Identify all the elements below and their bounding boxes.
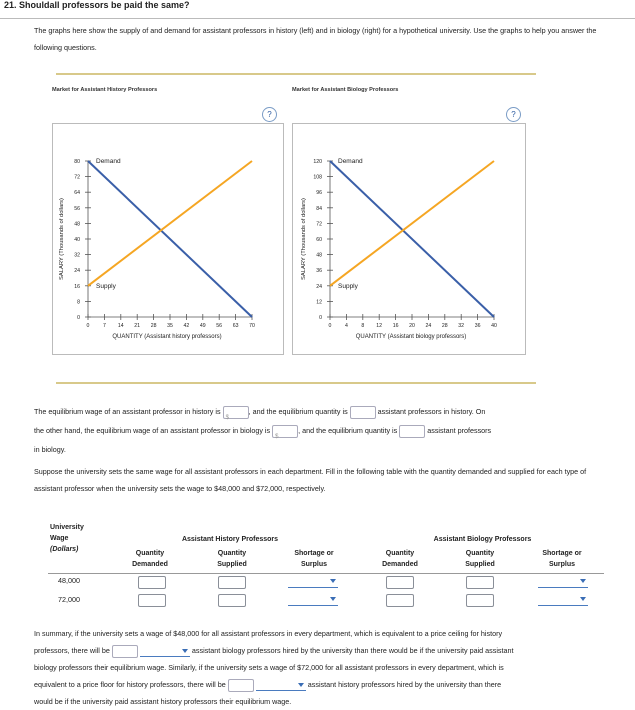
left-panel-title: Market for Assistant History Professors <box>52 87 158 93</box>
y-tick-label: 48 <box>74 221 80 228</box>
x-tick-label: 16 <box>392 323 399 329</box>
y-tick-label: 32 <box>74 252 80 259</box>
y-tick-label: 24 <box>316 283 322 290</box>
x-tick-label: 21 <box>134 323 141 329</box>
chevron-down-icon <box>580 579 586 583</box>
biology-shortage-header: Shortage or Surplus <box>542 550 582 568</box>
x-tick-label: 14 <box>117 323 124 329</box>
question-intro: The graphs here show the supply of and demand for assistant professors in history (left) and in biology (right) for a hypothetical university. Use the graphs to help you answer the following questions. <box>34 26 597 52</box>
biology-group-header: Assistant Biology Professors <box>433 536 532 543</box>
y-tick-label: 80 <box>74 159 80 165</box>
right-chart <box>301 158 497 340</box>
x-tick-label: 36 <box>474 323 481 329</box>
help-icon: ? <box>511 110 516 119</box>
history-qs-header: Quantity Supplied <box>217 550 247 568</box>
x-tick-label: 8 <box>361 323 365 329</box>
x-tick-label: 0 <box>328 323 332 329</box>
supply-label: Supply <box>96 283 116 290</box>
y-tick-label: 48 <box>316 252 322 259</box>
y-tick-label: 24 <box>74 268 80 275</box>
help-icon: ? <box>267 110 272 119</box>
x-tick-label: 42 <box>183 323 190 329</box>
y-axis-label: SALARY (Thousands of dollars) <box>59 198 65 280</box>
y-tick-label: 120 <box>313 159 322 165</box>
history-qd-header: Quantity Demanded <box>132 550 168 568</box>
y-axis-label: SALARY (Thousands of dollars) <box>301 198 307 280</box>
biology-shortage-dropdown[interactable] <box>538 594 588 606</box>
history-shortage-dropdown[interactable] <box>288 594 338 606</box>
y-tick-label: 60 <box>316 237 322 243</box>
supply-line <box>330 161 494 286</box>
y-tick-label: 40 <box>74 237 80 243</box>
x-tick-label: 20 <box>409 323 415 329</box>
question-title: 21. Shouldall professors be paid the same? <box>4 0 190 10</box>
biology-qs-input[interactable] <box>466 594 494 607</box>
chevron-down-icon <box>330 597 336 601</box>
equilibrium-text: The equilibrium wage of an assistant professor in history is $, and the equilibrium quantity is assistant professors in history. On the other hand, the equilibrium wage of an assistant professor in biology is $, and the equilibrium quantity is assistant professors in biology. <box>34 407 492 454</box>
supply-label: Supply <box>338 283 358 290</box>
x-tick-label: 28 <box>150 323 157 329</box>
demand-label: Demand <box>338 158 363 165</box>
y-tick-label: 12 <box>316 299 322 306</box>
chevron-down-icon <box>580 597 586 601</box>
x-tick-label: 35 <box>167 323 173 329</box>
biology-count-input[interactable] <box>112 645 138 658</box>
x-tick-label: 40 <box>491 323 497 329</box>
x-tick-label: 7 <box>102 323 106 329</box>
history-wage-input[interactable]: $ <box>223 406 249 419</box>
chevron-down-icon <box>330 579 336 583</box>
biology-qd-header: Quantity Demanded <box>382 550 418 568</box>
y-tick-label: 16 <box>74 283 80 290</box>
biology-qs-input[interactable] <box>466 576 494 589</box>
x-tick-label: 28 <box>441 323 448 329</box>
x-tick-label: 4 <box>344 323 348 329</box>
x-tick-label: 32 <box>458 323 465 329</box>
summary-text: In summary, if the university sets a wage of $48,000 for all assistant professors in every department, which is equivalent to a price ceiling for history professors, there will be assistant biology professors hired by the university than there would be if the university paid assistant biology professors their equilibrium wage. Similarly, if the university sets a wage of $72,000 for all assistant professors in every department, which is equivalent to a price floor for history professors, there will be assistant history professors hired by the university than there would be if the university paid assistant history professors their equilibrium wage. <box>34 629 514 706</box>
history-shortage-dropdown[interactable] <box>288 576 338 588</box>
y-tick-label: 84 <box>316 205 322 212</box>
history-qd-input[interactable] <box>138 594 166 607</box>
biology-quantity-input[interactable] <box>399 425 425 438</box>
history-shortage-header: Shortage or Surplus <box>294 550 334 568</box>
x-tick-label: 12 <box>376 323 383 329</box>
y-tick-label: 0 <box>77 315 80 321</box>
y-tick-label: 108 <box>313 174 322 181</box>
divider-bottom <box>56 382 536 384</box>
x-tick-label: 63 <box>232 323 239 329</box>
chevron-down-icon <box>182 649 188 653</box>
history-group-header: Assistant History Professors <box>181 536 279 543</box>
fewer-more-dropdown[interactable] <box>256 680 306 691</box>
biology-wage-input[interactable]: $ <box>272 425 298 438</box>
biology-shortage-dropdown[interactable] <box>538 576 588 588</box>
y-tick-label: 8 <box>77 299 80 306</box>
fewer-more-dropdown[interactable] <box>140 646 190 657</box>
biology-qd-input[interactable] <box>386 594 414 607</box>
x-tick-label: 24 <box>425 323 432 329</box>
suppose-text: Suppose the university sets the same wage for all assistant professors in each department. Fill in the following table with the quantity demanded and supplied for each type of assistant professor when the university sets the wage to $48,000 and $72,000, respectively. <box>34 467 587 493</box>
y-tick-label: 0 <box>319 315 322 321</box>
wage-cell: 72,000 <box>58 595 80 604</box>
x-axis-label: QUANTITY (Assistant history professors) <box>112 334 222 340</box>
x-tick-label: 49 <box>199 323 206 329</box>
demand-label: Demand <box>96 158 121 165</box>
history-qs-input[interactable] <box>218 576 246 589</box>
history-count-input[interactable] <box>228 679 254 692</box>
history-quantity-input[interactable] <box>350 406 376 419</box>
y-tick-label: 64 <box>74 190 80 197</box>
biology-qs-header: Quantity Supplied <box>465 550 495 568</box>
supply-line <box>88 161 252 286</box>
table-rule <box>48 573 604 574</box>
left-chart <box>59 158 255 340</box>
x-tick-label: 56 <box>216 323 223 329</box>
wage-cell: 48,000 <box>58 576 80 585</box>
demand-line <box>330 161 494 317</box>
y-tick-label: 96 <box>316 190 322 197</box>
demand-line <box>88 161 252 317</box>
right-panel-title: Market for Assistant Biology Professors <box>292 87 399 93</box>
history-qd-input[interactable] <box>138 576 166 589</box>
y-tick-label: 72 <box>316 221 322 228</box>
y-tick-label: 56 <box>74 205 80 212</box>
university-wage-header: University Wage (Dollars) <box>50 524 84 553</box>
y-tick-label: 36 <box>316 268 322 275</box>
y-tick-label: 72 <box>74 174 80 181</box>
x-tick-label: 70 <box>249 323 255 329</box>
chevron-down-icon <box>298 683 304 687</box>
x-axis-label: QUANTITY (Assistant biology professors) <box>355 334 467 340</box>
biology-qd-input[interactable] <box>386 576 414 589</box>
x-tick-label: 0 <box>86 323 90 329</box>
history-qs-input[interactable] <box>218 594 246 607</box>
